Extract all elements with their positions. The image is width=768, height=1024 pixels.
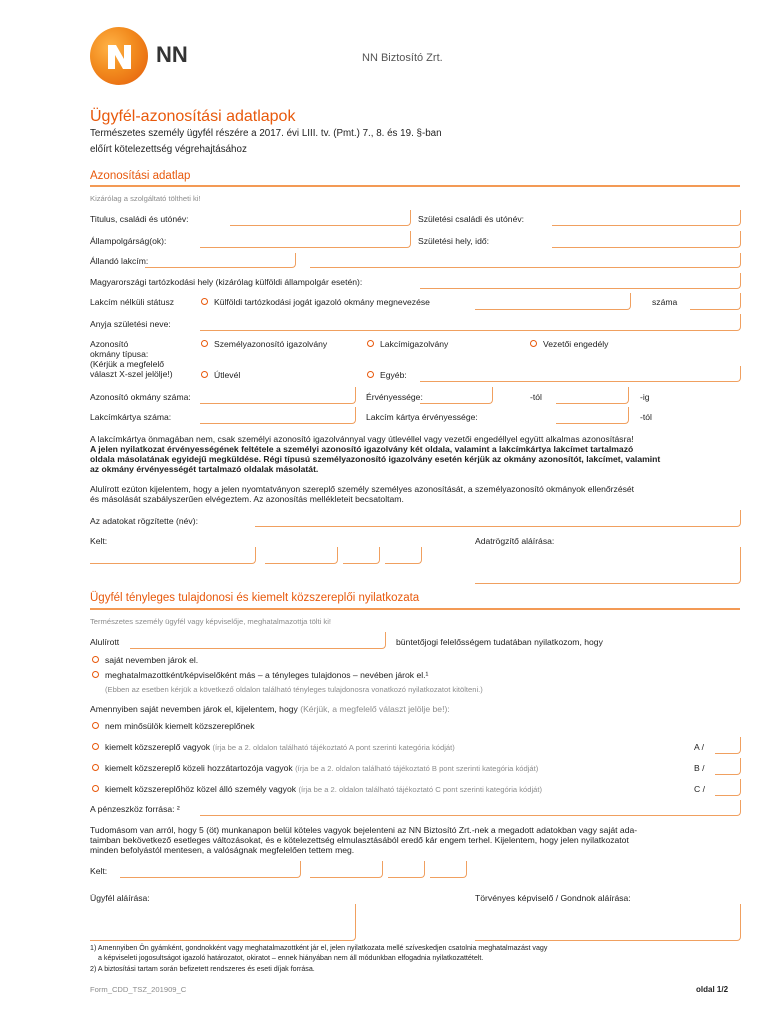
kulfoldi-okmany-label: Külföldi tartózkodási jogát igazoló okmány megnevezése (214, 297, 430, 307)
kelt1-nap-field[interactable] (385, 547, 422, 564)
ugyfel-alairas-label: Ügyfél aláírása: (90, 893, 150, 903)
sajat-label: saját nevemben járok el. (105, 655, 199, 665)
footnote-2: 2) A biztosítási tartam során befizetett rendszeres és eseti díjak forrása. (90, 965, 315, 973)
allo-label: kiemelt közszereplőhöz közel álló személy vagyok (105, 784, 297, 794)
magyar-tartozkodasi-label: Magyarországi tartózkodási hely (kizárólag külföldi állampolgár esetén): (90, 277, 363, 287)
kelt2-hely-field[interactable] (120, 861, 301, 878)
kelt2-nap-field[interactable] (430, 861, 467, 878)
nem-minosulok-label: nem minősülök kiemelt közszereplőnek (105, 721, 255, 731)
anyja-neve-label: Anyja születési neve: (90, 319, 171, 329)
torvenyes-signature-field[interactable] (475, 904, 741, 941)
allando-lakcim-label: Állandó lakcím: (90, 256, 149, 266)
egyeb-field[interactable] (420, 366, 741, 382)
lakcimkartya-szama-label: Lakcímkártya száma: (90, 412, 172, 422)
allo-radio[interactable] (92, 785, 99, 792)
subtitle-line1: Természetes személy ügyfél részére a 2017. évi LIII. tv. (Pmt.) 7., 8. és 19. §-ban (90, 128, 442, 139)
okmany-tipusa-label: Azonosító okmány típusa: (90, 339, 149, 359)
para2: A jelen nyilatkozat érvényességének feltétele a személyi azonosító igazolvány két oldala, valamint a lakcímkártya lakcímet tartalmazó (90, 444, 634, 454)
ervenyesseg-ig-field[interactable] (556, 387, 629, 404)
kulfoldi-okmany-field[interactable] (475, 293, 631, 310)
kozeli-row (105, 763, 538, 773)
page-number: oldal 1/2 (696, 985, 729, 994)
ervenyessege-label: Érvényessége: (366, 392, 423, 402)
tud2: taimban bekövetkező esetleges változásokat, és e kötelezettség elmulasztásából eredő kár engem terhel. Kijelentem, hogy jelen nyilatkozatot (90, 835, 629, 845)
subtitle-line2: előírt kötelezettség végrehajtásához (90, 144, 247, 155)
opt-lakcim-label: Lakcímigazolvány (380, 339, 449, 349)
allampolgarsag-field[interactable] (200, 231, 411, 248)
okmany-szama-field[interactable] (200, 387, 356, 404)
lakcimkartya-tol-label: -tól (640, 412, 652, 422)
opt-egyeb-radio[interactable] (367, 371, 374, 378)
szama-field[interactable] (690, 293, 741, 310)
kiemelt-label: kiemelt közszereplő vagyok (105, 742, 211, 752)
form-code: Form_CDD_TSZ_201909_C (90, 985, 187, 994)
amennyiben-label (90, 704, 450, 714)
c-label: C / (694, 784, 705, 794)
footnote-1a: 1) Amennyiben Ön gyámként, gondnokként vagy meghatalmazottként jár el, jelen nyilatkozata mellé szíveskedjen csatolnia meghatalmazást vagy (90, 944, 548, 952)
para5: Alulírott ezúton kijelentem, hogy a jelen nyomtatványon szereplő személy személyes azonosítását, a személyazonosító okmányok ellenőrzését (90, 484, 635, 494)
anyja-neve-field[interactable] (200, 314, 741, 331)
para1: A lakcímkártya önmagában nem, csak személyi azonosító igazolvánnyal vagy útlevéllel vagy vezetői engedéllyel együtt alkalmas azonosításra! (90, 434, 634, 444)
kozeli-label: kiemelt közszereplő közeli hozzátartozója vagyok (105, 763, 293, 773)
ig-label: -ig (640, 392, 650, 402)
kelt2-ev-field[interactable] (310, 861, 383, 878)
tol-label: -tól (530, 392, 542, 402)
b-label: B / (694, 763, 705, 773)
para3: oldala másolatának egyidejű megküldése. Régi típusú személyazonosító igazolvány esetén kérjük az okmány azonosítót, lakcímet, valamint (90, 454, 661, 464)
section2-rule (90, 608, 740, 610)
penzeszkoz-label: A pénzeszköz forrása: ² (90, 804, 180, 814)
b-code-field[interactable] (715, 758, 741, 775)
alulirott-field[interactable] (130, 632, 386, 649)
sajat-radio[interactable] (92, 656, 99, 663)
para6: és másolását szabályszerűen elvégeztem. Az azonosítás mellékleteit becsatoltam. (90, 494, 404, 504)
szama-label: száma (652, 297, 678, 307)
meghatalmazott-label: meghatalmazottként/képviselőként más – a tényleges tulajdonos – nevében járok el.¹ (105, 670, 429, 680)
lakcimkartya-erv-field[interactable] (556, 407, 629, 424)
section2-heading: Ügyfél tényleges tulajdonosi és kiemelt közszereplői nyilatkozata (90, 592, 420, 604)
section1-rule (90, 185, 740, 187)
szuletesi-nev-label: Születési családi és utónév: (418, 214, 525, 224)
szuletesi-hely-label: Születési hely, idő: (418, 236, 490, 246)
lakcimkartya-erv-label: Lakcím kártya érvényessége: (366, 412, 478, 422)
allo-hint: (írja be a 2. oldalon található tájékoztató C pont szerinti kategória kódját) (298, 785, 543, 794)
amennyiben-hint: (Kérjük, a megfelelő választ jelölje be!): (300, 704, 450, 714)
titulus-label: Titulus, családi és utónév: (90, 214, 189, 224)
ugyfel-signature-field[interactable] (90, 904, 356, 941)
kelt2-ho-field[interactable] (388, 861, 425, 878)
opt-vezetoi-label: Vezetői engedély (543, 339, 609, 349)
szuletesi-nev-field[interactable] (552, 210, 741, 226)
a-label: A / (694, 742, 705, 752)
opt-utlevel-radio[interactable] (201, 371, 208, 378)
para4: az okmány érvényességét tartalmazó oldalak másolatát. (90, 464, 319, 474)
opt-vezetoi-radio[interactable] (530, 340, 537, 347)
a-code-field[interactable] (715, 737, 741, 754)
opt-szemelyi-radio[interactable] (201, 340, 208, 347)
kelt1-ev-field[interactable] (265, 547, 338, 564)
allo-row (105, 784, 542, 794)
kelt1-ho-field[interactable] (343, 547, 380, 564)
kiemelt-radio[interactable] (92, 743, 99, 750)
meghatalmazott-radio[interactable] (92, 671, 99, 678)
rogzitette-field[interactable] (255, 510, 741, 527)
buntetojogi-label: büntetőjogi felelősségem tudatában nyilatkozom, hogy (396, 637, 603, 647)
penzeszkoz-field[interactable] (200, 800, 741, 816)
amennyiben-text: Amennyiben saját nevemben járok el, kijelentem, hogy (90, 704, 298, 714)
kerjuk-label: (Kérjük a megfelelő (90, 359, 165, 369)
opt-lakcim-radio[interactable] (367, 340, 374, 347)
kelt1-label: Kelt: (90, 536, 108, 546)
titulus-field[interactable] (230, 210, 411, 226)
opt-szemelyi-label: Személyazonosító igazolvány (214, 339, 328, 349)
kelt1-hely-field[interactable] (90, 547, 256, 564)
section1-heading: Azonosítási adatlap (90, 170, 191, 182)
ervenyesseg-tol-field[interactable] (420, 387, 493, 404)
szuletesi-hely-field[interactable] (552, 231, 741, 248)
kozeli-radio[interactable] (92, 764, 99, 771)
iranyitoszam-field[interactable] (145, 253, 296, 268)
lakcim-nelkuli-label: Lakcím nélküli státusz (90, 297, 175, 307)
lakcim-nelkuli-radio[interactable] (201, 298, 208, 305)
kelt2-label: Kelt: (90, 866, 108, 876)
kiemelt-row (105, 742, 455, 752)
kiemelt-hint: (írja be a 2. oldalon található tájékoztató A pont szerinti kategória kódját) (212, 743, 455, 752)
section2-note: Természetes személy ügyfél vagy képviselője, meghatalmazottja tölti ki! (90, 617, 331, 626)
nn-logo-icon (90, 27, 148, 85)
adatrogzito-label: Adatrögzítő aláírása: (475, 536, 555, 546)
section1-note: Kizárólag a szolgáltató töltheti ki! (90, 194, 201, 203)
ebben-note: (Ebben az esetben kérjük a következő oldalon található tényleges tulajdonosra vonatkozó nyilatkozatot kitölteni.) (105, 685, 483, 694)
allampolgarsag-label: Állampolgárság(ok): (90, 236, 167, 246)
tud1: Tudomásom van arról, hogy 5 (öt) munkanapon belül köteles vagyok bejelenteni az NN Biztosító Zrt.-nek a megadott adatokban vagy saját ada- (90, 825, 638, 835)
company-name: NN Biztosító Zrt. (362, 52, 443, 64)
okmany-szama-label: Azonosító okmány száma: (90, 392, 191, 402)
kozeli-hint: (írja be a 2. oldalon található tájékoztató B pont szerinti kategória kódját) (295, 764, 539, 773)
footnote-1b: a képviseleti jogosultságot igazoló határozatot, okiratot – ennek hiányában nem áll módunkban elfogadnia nyilatkozattételt. (98, 954, 484, 962)
logo-text: NN (156, 42, 188, 67)
c-code-field[interactable] (715, 779, 741, 796)
adatrogzito-signature-field[interactable] (475, 547, 741, 584)
valaszt-label: választ X-szel jelölje!) (90, 369, 173, 379)
lakcimkartya-szama-field[interactable] (200, 407, 356, 424)
page-title: Ügyfél-azonosítási adatlapok (90, 108, 296, 125)
rogzitette-label: Az adatokat rögzítette (név): (90, 516, 198, 526)
opt-utlevel-label: Útlevél (214, 370, 241, 380)
tud3: minden befolyástól mentesen, a valóságnak megfelelően tettem meg. (90, 845, 355, 855)
magyar-tartozkodasi-field[interactable] (420, 273, 741, 289)
allando-lakcim-field[interactable] (310, 253, 741, 268)
torvenyes-label: Törvényes képviselő / Gondnok aláírása: (475, 893, 631, 903)
nem-minosulok-radio[interactable] (92, 722, 99, 729)
alulirott-label: Alulírott (90, 637, 120, 647)
opt-egyeb-label: Egyéb: (380, 370, 407, 380)
